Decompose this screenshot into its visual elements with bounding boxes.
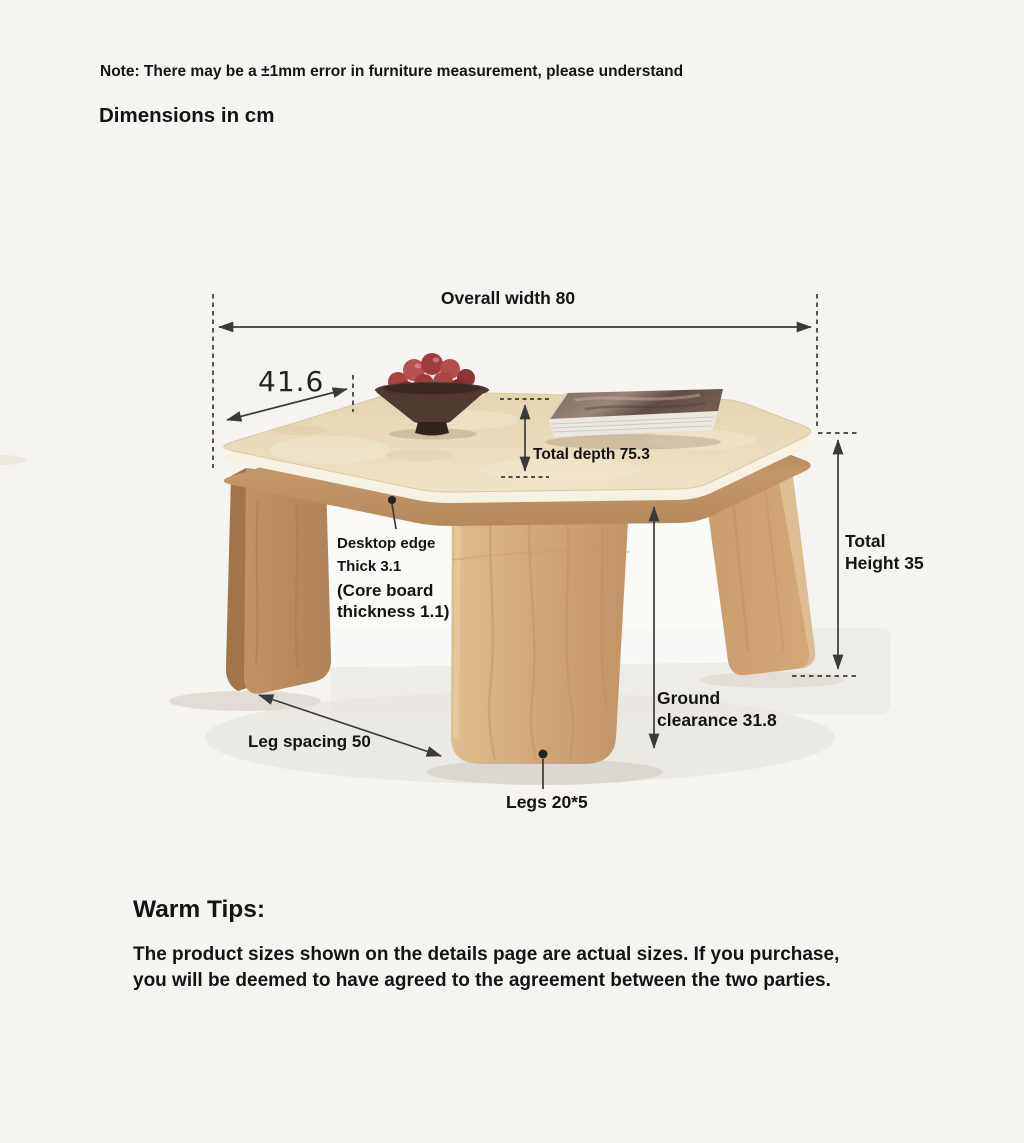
measurement-note: Note: There may be a ±1mm error in furniture measurement, please understand bbox=[100, 63, 684, 80]
leg-spacing-label: Leg spacing 50 bbox=[248, 732, 371, 751]
warm-tips-body: The product sizes shown on the details page are actual sizes. If you purchase, you will be deemed to have agreed to the agreement between the two parties. bbox=[133, 944, 840, 991]
desktop-edge-label: Desktop edge bbox=[337, 535, 436, 552]
warm-tips-heading: Warm Tips: bbox=[133, 896, 266, 923]
ground-clearance-label: Ground clearance 31.8 bbox=[657, 688, 777, 730]
depth-41-6-label: 41.6 bbox=[258, 365, 325, 398]
table-center-leg bbox=[451, 485, 630, 764]
desktop-edge-thickness-label: Thick 3.1 bbox=[337, 558, 402, 575]
dimensions-heading: Dimensions in cm bbox=[99, 104, 275, 127]
book bbox=[545, 389, 723, 450]
overall-width-label: Overall width 80 bbox=[440, 288, 576, 308]
total-height-label: Total Height 35 bbox=[845, 531, 924, 573]
core-board-thickness-label: (Core board thickness 1.1) bbox=[337, 581, 450, 621]
total-depth-label: Total depth 75.3 bbox=[533, 446, 650, 463]
legs-size-label: Legs 20*5 bbox=[506, 792, 588, 812]
